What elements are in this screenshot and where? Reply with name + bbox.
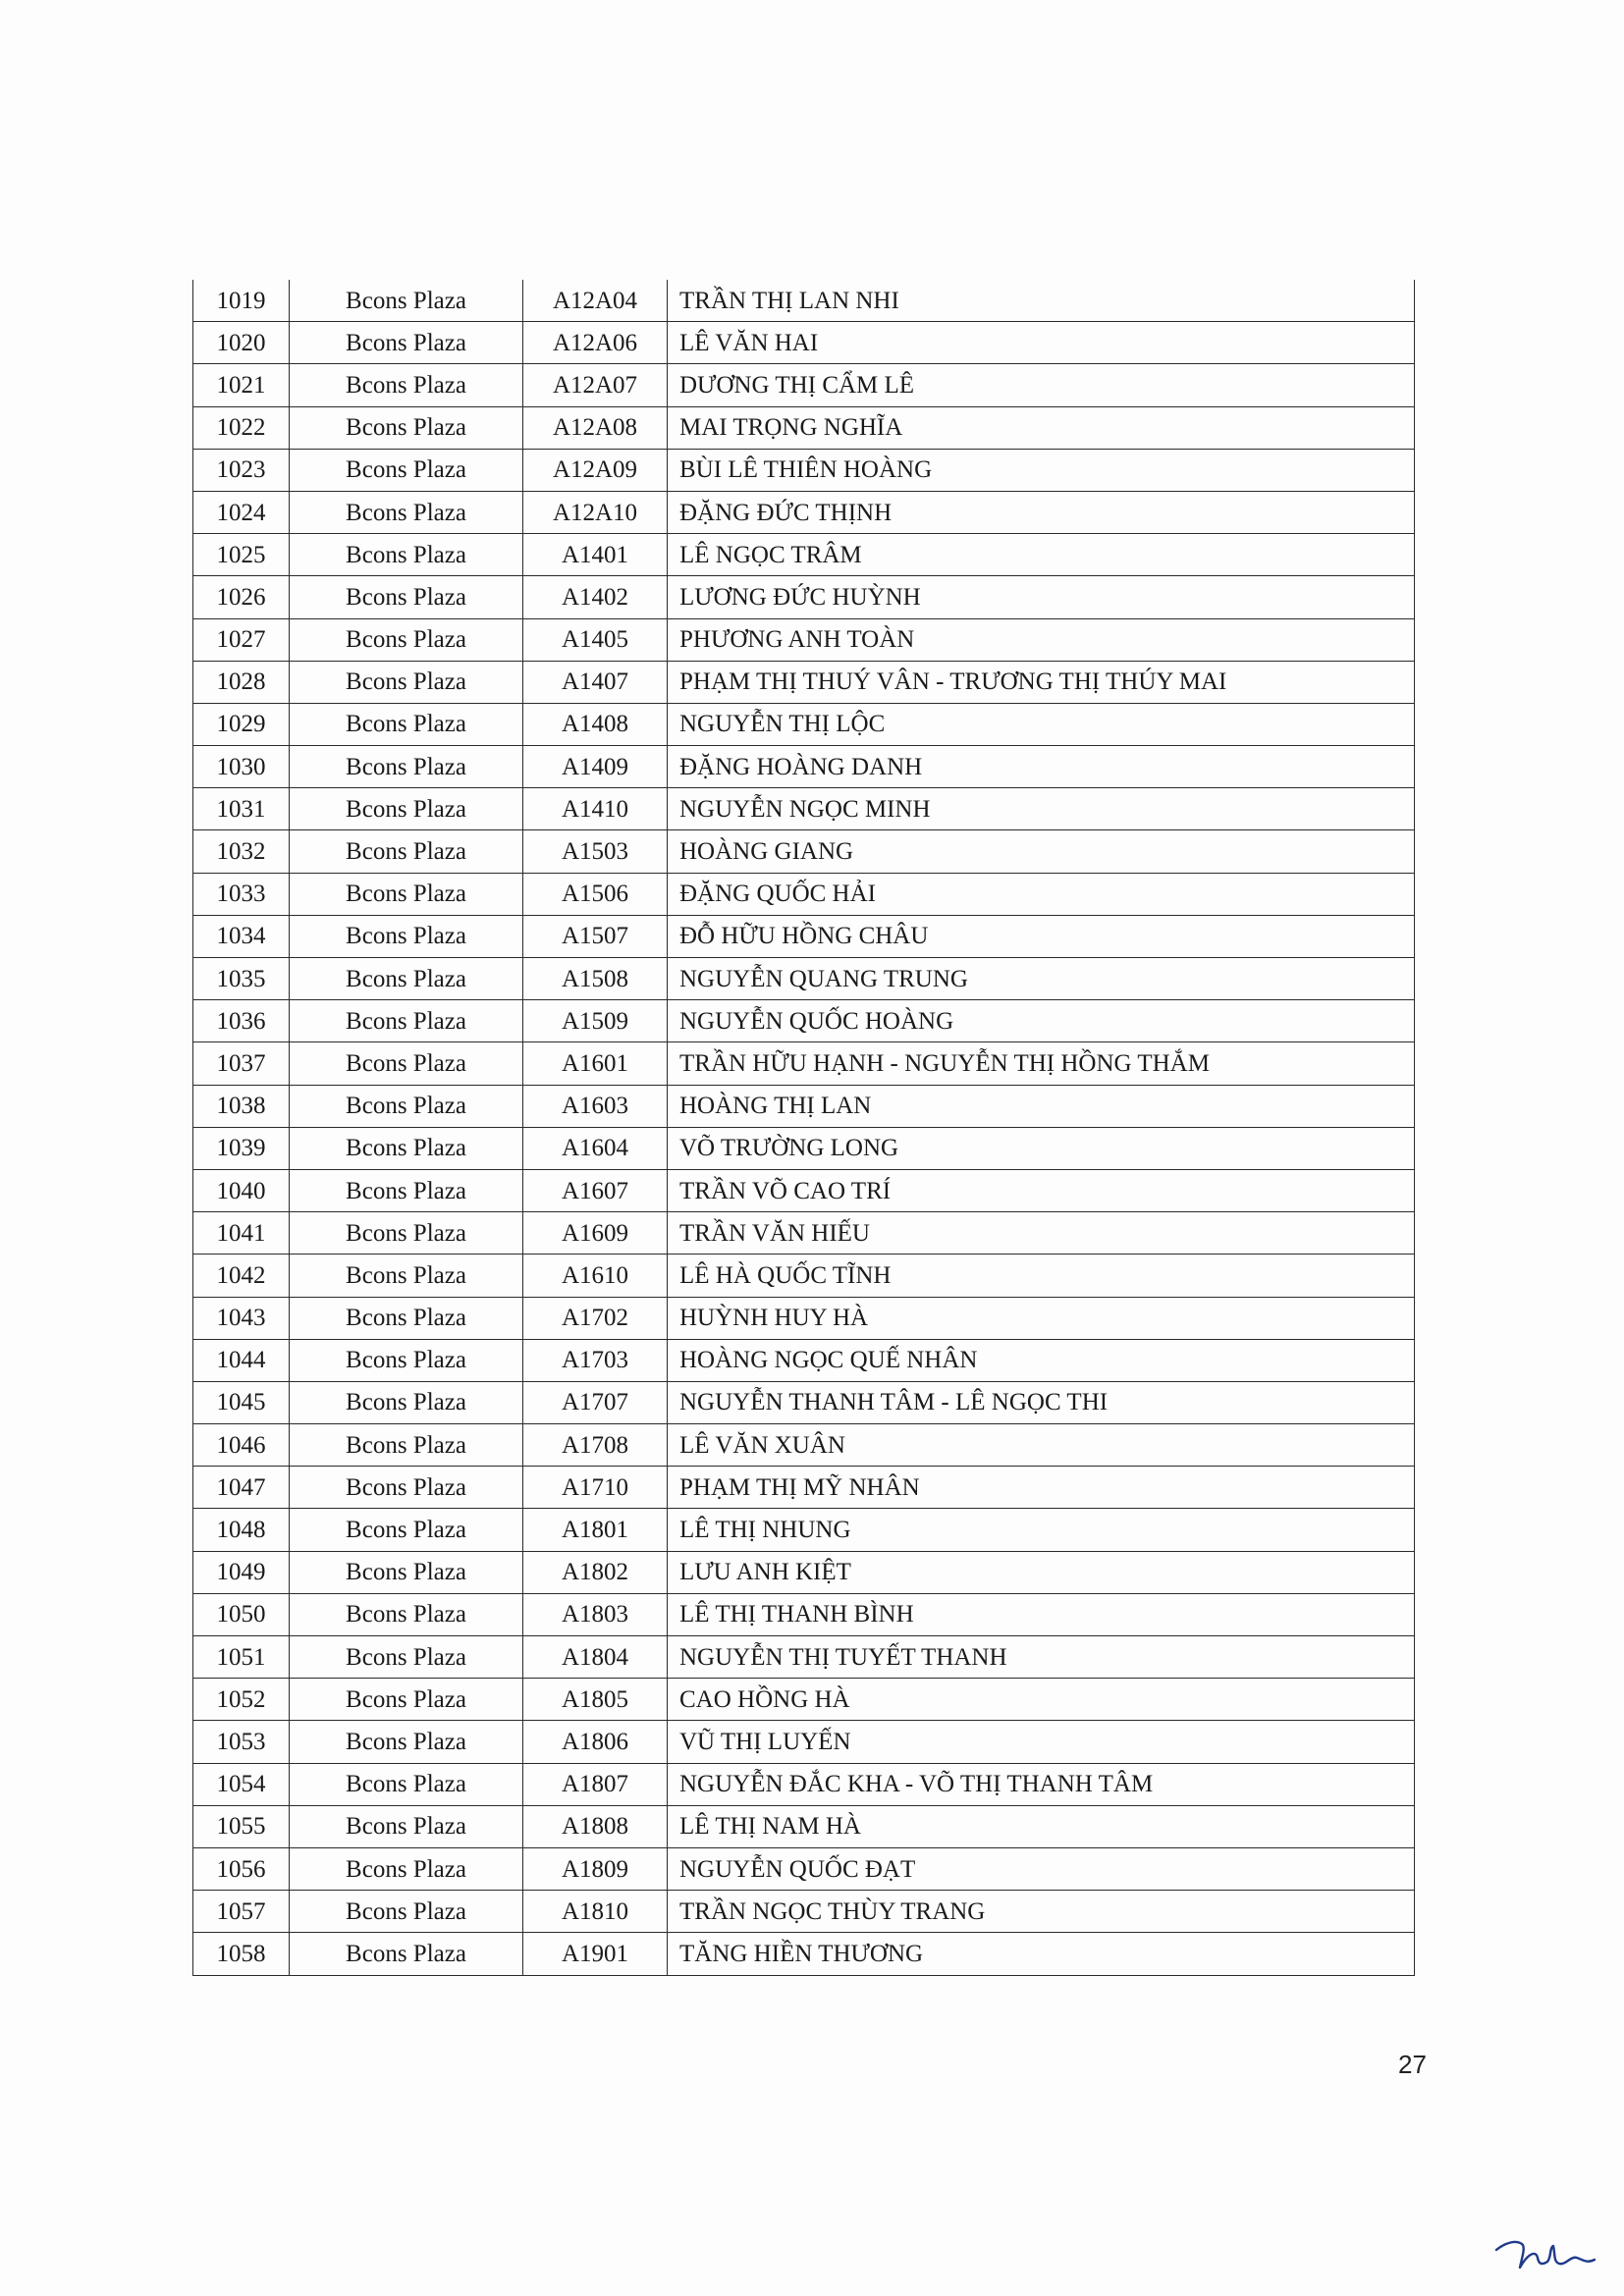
project-cell: Bcons Plaza <box>290 1000 523 1042</box>
project-cell: Bcons Plaza <box>290 1381 523 1423</box>
apartment-cell: A1809 <box>523 1847 668 1890</box>
table-row <box>193 1847 1415 1890</box>
table-row <box>193 1042 1415 1085</box>
row-number-cell: 1049 <box>193 1551 290 1593</box>
project-cell: Bcons Plaza <box>290 1593 523 1635</box>
row-number-cell: 1031 <box>193 788 290 830</box>
owner-name-cell: VÕ TRƯỜNG LONG <box>668 1127 1415 1169</box>
table-row <box>193 788 1415 830</box>
apartment-cell: A1604 <box>523 1127 668 1169</box>
apartment-cell: A12A10 <box>523 491 668 533</box>
owner-name-cell: TRẦN HỮU HẠNH - NGUYỄN THỊ HỒNG THẮM <box>668 1042 1415 1085</box>
table-row <box>193 1212 1415 1255</box>
table-row <box>193 1297 1415 1339</box>
project-cell: Bcons Plaza <box>290 1424 523 1467</box>
table-row <box>193 1467 1415 1509</box>
project-cell: Bcons Plaza <box>290 1891 523 1933</box>
owner-name-cell: PHẠM THỊ THUÝ VÂN - TRƯƠNG THỊ THÚY MAI <box>668 661 1415 703</box>
table-row <box>193 534 1415 576</box>
row-number-cell: 1034 <box>193 915 290 957</box>
apartment-cell: A1508 <box>523 958 668 1000</box>
signature-mark <box>1492 2228 1600 2277</box>
owner-name-cell: BÙI LÊ THIÊN HOÀNG <box>668 449 1415 491</box>
project-cell: Bcons Plaza <box>290 1763 523 1805</box>
table-row <box>193 703 1415 745</box>
owner-name-cell: NGUYỄN QUỐC HOÀNG <box>668 1000 1415 1042</box>
project-cell: Bcons Plaza <box>290 1467 523 1509</box>
owner-name-cell: LÊ THỊ NAM HÀ <box>668 1805 1415 1847</box>
apartment-cell: A1805 <box>523 1679 668 1721</box>
owner-name-cell: HOÀNG NGỌC QUẾ NHÂN <box>668 1339 1415 1381</box>
owner-name-cell: TRẦN VÕ CAO TRÍ <box>668 1169 1415 1211</box>
row-number-cell: 1044 <box>193 1339 290 1381</box>
apartment-cell: A1708 <box>523 1424 668 1467</box>
table-row <box>193 280 1415 322</box>
owner-table <box>192 280 1414 1976</box>
row-number-cell: 1058 <box>193 1933 290 1975</box>
row-number-cell: 1030 <box>193 746 290 788</box>
owner-name-cell: ĐẶNG QUỐC HẢI <box>668 873 1415 915</box>
row-number-cell: 1050 <box>193 1593 290 1635</box>
table-row <box>193 1805 1415 1847</box>
row-number-cell: 1035 <box>193 958 290 1000</box>
apartment-cell: A1806 <box>523 1721 668 1763</box>
apartment-cell: A1409 <box>523 746 668 788</box>
project-cell: Bcons Plaza <box>290 280 523 322</box>
owner-name-cell: HOÀNG THỊ LAN <box>668 1085 1415 1127</box>
project-cell: Bcons Plaza <box>290 873 523 915</box>
row-number-cell: 1019 <box>193 280 290 322</box>
apartment-cell: A1802 <box>523 1551 668 1593</box>
table-row <box>193 406 1415 449</box>
owner-name-cell: NGUYỄN THỊ LỘC <box>668 703 1415 745</box>
table-row <box>193 1636 1415 1679</box>
project-cell: Bcons Plaza <box>290 1085 523 1127</box>
owner-name-cell: MAI TRỌNG NGHĨA <box>668 406 1415 449</box>
row-number-cell: 1045 <box>193 1381 290 1423</box>
apartment-cell: A1610 <box>523 1255 668 1297</box>
table-row <box>193 1381 1415 1423</box>
apartment-cell: A1607 <box>523 1169 668 1211</box>
apartment-cell: A1801 <box>523 1509 668 1551</box>
apartment-cell: A1405 <box>523 618 668 661</box>
owner-name-cell: LÊ NGỌC TRÂM <box>668 534 1415 576</box>
owner-name-cell: LƯU ANH KIỆT <box>668 1551 1415 1593</box>
project-cell: Bcons Plaza <box>290 576 523 618</box>
project-cell: Bcons Plaza <box>290 1042 523 1085</box>
owner-name-cell: HUỲNH HUY HÀ <box>668 1297 1415 1339</box>
project-cell: Bcons Plaza <box>290 449 523 491</box>
table-row <box>193 830 1415 873</box>
row-number-cell: 1028 <box>193 661 290 703</box>
owner-name-cell: TRẦN NGỌC THÙY TRANG <box>668 1891 1415 1933</box>
row-number-cell: 1057 <box>193 1891 290 1933</box>
table-row <box>193 576 1415 618</box>
table-row <box>193 618 1415 661</box>
project-cell: Bcons Plaza <box>290 958 523 1000</box>
project-cell: Bcons Plaza <box>290 1721 523 1763</box>
apartment-cell: A1601 <box>523 1042 668 1085</box>
row-number-cell: 1051 <box>193 1636 290 1679</box>
owner-name-cell: TRẦN THỊ LAN NHI <box>668 280 1415 322</box>
project-cell: Bcons Plaza <box>290 534 523 576</box>
row-number-cell: 1046 <box>193 1424 290 1467</box>
apartment-cell: A1707 <box>523 1381 668 1423</box>
row-number-cell: 1054 <box>193 1763 290 1805</box>
table-row <box>193 1593 1415 1635</box>
owner-name-cell: NGUYỄN THỊ TUYẾT THANH <box>668 1636 1415 1679</box>
project-cell: Bcons Plaza <box>290 618 523 661</box>
project-cell: Bcons Plaza <box>290 1169 523 1211</box>
owner-name-cell: LƯƠNG ĐỨC HUỲNH <box>668 576 1415 618</box>
apartment-cell: A1408 <box>523 703 668 745</box>
project-cell: Bcons Plaza <box>290 1551 523 1593</box>
row-number-cell: 1043 <box>193 1297 290 1339</box>
table-row <box>193 491 1415 533</box>
apartment-cell: A1503 <box>523 830 668 873</box>
project-cell: Bcons Plaza <box>290 491 523 533</box>
row-number-cell: 1020 <box>193 322 290 364</box>
owner-name-cell: PHẠM THỊ MỸ NHÂN <box>668 1467 1415 1509</box>
table-row <box>193 1933 1415 1975</box>
project-cell: Bcons Plaza <box>290 1509 523 1551</box>
apartment-cell: A1803 <box>523 1593 668 1635</box>
apartment-cell: A1506 <box>523 873 668 915</box>
project-cell: Bcons Plaza <box>290 1933 523 1975</box>
project-cell: Bcons Plaza <box>290 1847 523 1890</box>
row-number-cell: 1039 <box>193 1127 290 1169</box>
table-row <box>193 449 1415 491</box>
owner-name-cell: NGUYỄN ĐẮC KHA - VÕ THỊ THANH TÂM <box>668 1763 1415 1805</box>
row-number-cell: 1053 <box>193 1721 290 1763</box>
table-row <box>193 873 1415 915</box>
page-number: 27 <box>1398 2050 1427 2079</box>
apartment-cell: A1807 <box>523 1763 668 1805</box>
row-number-cell: 1021 <box>193 364 290 406</box>
table-row <box>193 322 1415 364</box>
owner-list-table <box>192 280 1415 1976</box>
owner-name-cell: NGUYỄN QUỐC ĐẠT <box>668 1847 1415 1890</box>
table-row <box>193 1339 1415 1381</box>
row-number-cell: 1042 <box>193 1255 290 1297</box>
owner-name-cell: CAO HỒNG HÀ <box>668 1679 1415 1721</box>
apartment-cell: A1603 <box>523 1085 668 1127</box>
apartment-cell: A1407 <box>523 661 668 703</box>
row-number-cell: 1037 <box>193 1042 290 1085</box>
table-row <box>193 1509 1415 1551</box>
apartment-cell: A1509 <box>523 1000 668 1042</box>
owner-name-cell: ĐẶNG ĐỨC THỊNH <box>668 491 1415 533</box>
owner-name-cell: TĂNG HIỀN THƯƠNG <box>668 1933 1415 1975</box>
table-row <box>193 958 1415 1000</box>
owner-name-cell: VŨ THỊ LUYẾN <box>668 1721 1415 1763</box>
table-row <box>193 1891 1415 1933</box>
apartment-cell: A12A07 <box>523 364 668 406</box>
row-number-cell: 1025 <box>193 534 290 576</box>
project-cell: Bcons Plaza <box>290 1255 523 1297</box>
apartment-cell: A1402 <box>523 576 668 618</box>
project-cell: Bcons Plaza <box>290 322 523 364</box>
row-number-cell: 1032 <box>193 830 290 873</box>
table-row <box>193 1721 1415 1763</box>
row-number-cell: 1055 <box>193 1805 290 1847</box>
row-number-cell: 1048 <box>193 1509 290 1551</box>
owner-name-cell: LÊ VĂN HAI <box>668 322 1415 364</box>
apartment-cell: A1410 <box>523 788 668 830</box>
table-row <box>193 1127 1415 1169</box>
row-number-cell: 1056 <box>193 1847 290 1890</box>
project-cell: Bcons Plaza <box>290 915 523 957</box>
table-row <box>193 1424 1415 1467</box>
row-number-cell: 1022 <box>193 406 290 449</box>
row-number-cell: 1038 <box>193 1085 290 1127</box>
table-row <box>193 1169 1415 1211</box>
row-number-cell: 1029 <box>193 703 290 745</box>
owner-name-cell: ĐẶNG HOÀNG DANH <box>668 746 1415 788</box>
apartment-cell: A12A09 <box>523 449 668 491</box>
owner-name-cell: NGUYỄN NGỌC MINH <box>668 788 1415 830</box>
table-row <box>193 1255 1415 1297</box>
project-cell: Bcons Plaza <box>290 1679 523 1721</box>
project-cell: Bcons Plaza <box>290 788 523 830</box>
apartment-cell: A1703 <box>523 1339 668 1381</box>
owner-name-cell: LÊ THỊ NHUNG <box>668 1509 1415 1551</box>
project-cell: Bcons Plaza <box>290 1805 523 1847</box>
apartment-cell: A12A04 <box>523 280 668 322</box>
row-number-cell: 1033 <box>193 873 290 915</box>
apartment-cell: A1901 <box>523 1933 668 1975</box>
owner-name-cell: DƯƠNG THỊ CẨM LÊ <box>668 364 1415 406</box>
row-number-cell: 1041 <box>193 1212 290 1255</box>
row-number-cell: 1052 <box>193 1679 290 1721</box>
table-row <box>193 746 1415 788</box>
project-cell: Bcons Plaza <box>290 1127 523 1169</box>
apartment-cell: A1808 <box>523 1805 668 1847</box>
table-row <box>193 1551 1415 1593</box>
row-number-cell: 1024 <box>193 491 290 533</box>
apartment-cell: A1702 <box>523 1297 668 1339</box>
owner-name-cell: TRẦN VĂN HIẾU <box>668 1212 1415 1255</box>
apartment-cell: A1507 <box>523 915 668 957</box>
owner-name-cell: HOÀNG GIANG <box>668 830 1415 873</box>
apartment-cell: A1401 <box>523 534 668 576</box>
owner-name-cell: LÊ THỊ THANH BÌNH <box>668 1593 1415 1635</box>
apartment-cell: A1810 <box>523 1891 668 1933</box>
row-number-cell: 1040 <box>193 1169 290 1211</box>
project-cell: Bcons Plaza <box>290 1297 523 1339</box>
table-row <box>193 364 1415 406</box>
project-cell: Bcons Plaza <box>290 1339 523 1381</box>
project-cell: Bcons Plaza <box>290 746 523 788</box>
project-cell: Bcons Plaza <box>290 364 523 406</box>
table-row <box>193 1679 1415 1721</box>
row-number-cell: 1026 <box>193 576 290 618</box>
apartment-cell: A12A08 <box>523 406 668 449</box>
owner-name-cell: PHƯƠNG ANH TOÀN <box>668 618 1415 661</box>
row-number-cell: 1023 <box>193 449 290 491</box>
project-cell: Bcons Plaza <box>290 703 523 745</box>
project-cell: Bcons Plaza <box>290 1636 523 1679</box>
owner-name-cell: LÊ HÀ QUỐC TĨNH <box>668 1255 1415 1297</box>
table-row <box>193 1763 1415 1805</box>
owner-name-cell: NGUYỄN THANH TÂM - LÊ NGỌC THI <box>668 1381 1415 1423</box>
owner-name-cell: NGUYỄN QUANG TRUNG <box>668 958 1415 1000</box>
apartment-cell: A1609 <box>523 1212 668 1255</box>
project-cell: Bcons Plaza <box>290 406 523 449</box>
row-number-cell: 1036 <box>193 1000 290 1042</box>
project-cell: Bcons Plaza <box>290 1212 523 1255</box>
project-cell: Bcons Plaza <box>290 661 523 703</box>
apartment-cell: A1710 <box>523 1467 668 1509</box>
owner-name-cell: ĐỖ HỮU HỒNG CHÂU <box>668 915 1415 957</box>
apartment-cell: A12A06 <box>523 322 668 364</box>
owner-name-cell: LÊ VĂN XUÂN <box>668 1424 1415 1467</box>
table-row <box>193 661 1415 703</box>
project-cell: Bcons Plaza <box>290 830 523 873</box>
row-number-cell: 1027 <box>193 618 290 661</box>
table-row <box>193 915 1415 957</box>
row-number-cell: 1047 <box>193 1467 290 1509</box>
apartment-cell: A1804 <box>523 1636 668 1679</box>
table-row <box>193 1085 1415 1127</box>
table-row <box>193 1000 1415 1042</box>
table-body <box>193 280 1415 1975</box>
